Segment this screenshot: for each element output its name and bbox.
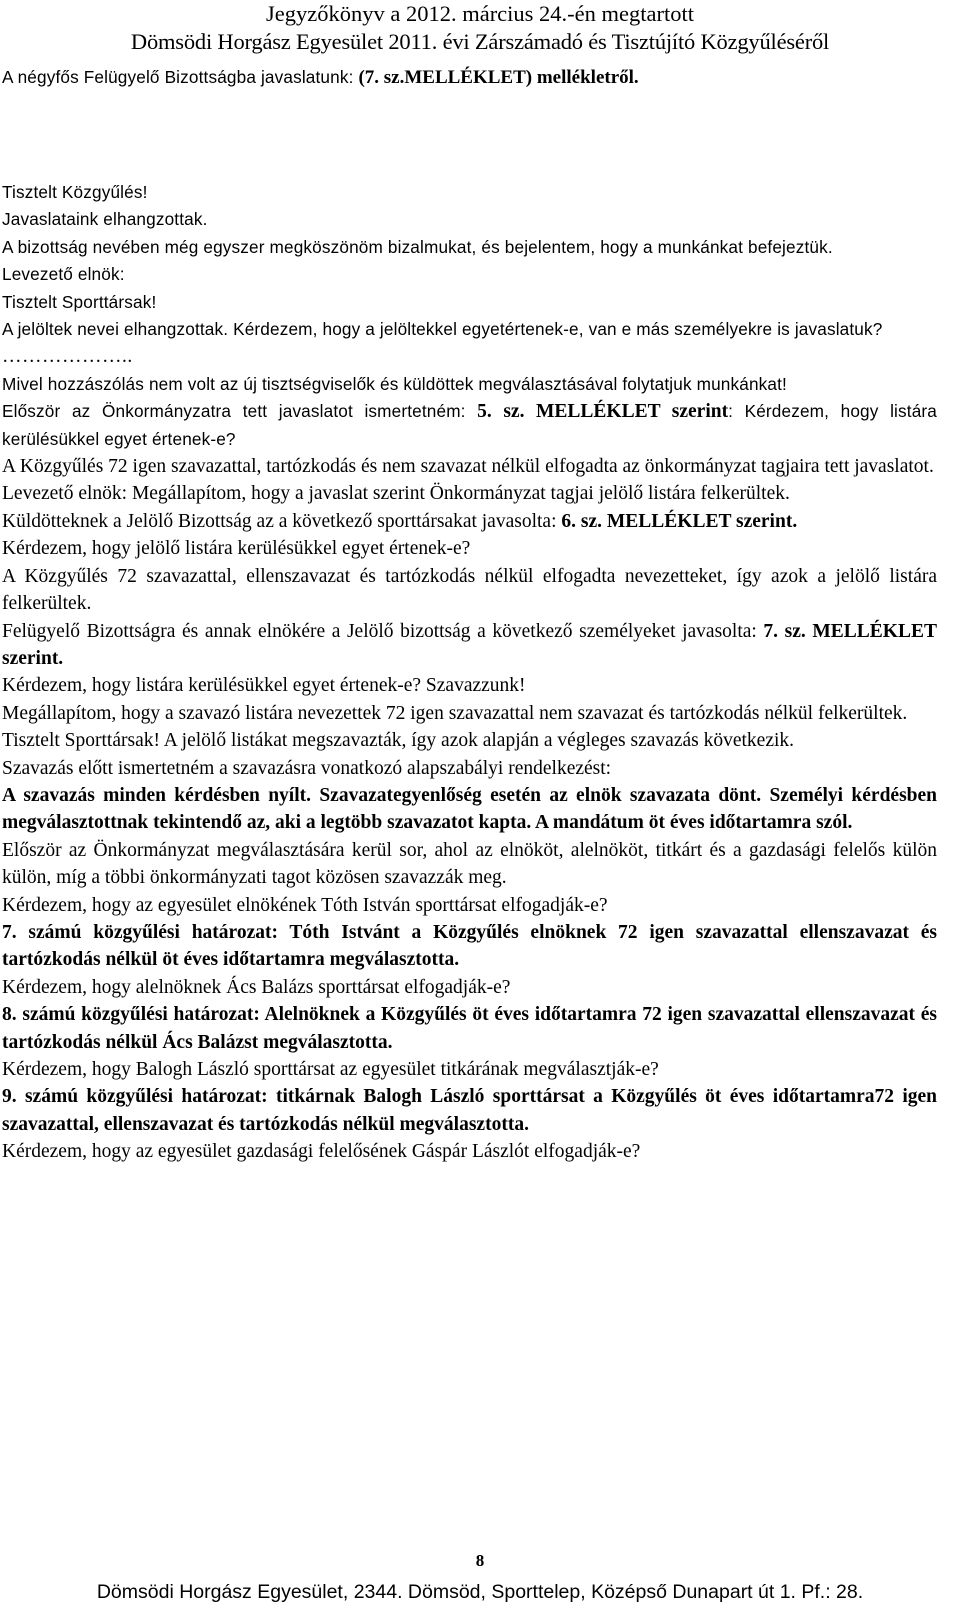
paragraph: A bizottság nevében még egyszer megköszönöm bizalmukat, és bejelentem, hogy a munkánkat befejeztük. [2, 236, 833, 257]
paragraph: Tisztelt Sporttársak! A jelölő listákat megszavazták, így azok alapján a végleges szavazás következik. [2, 730, 795, 752]
intro-line [2, 64, 932, 91]
paragraph: Tisztelt Közgyűlés! [2, 182, 148, 202]
paragraph: Kérdezem, hogy Balogh László sporttársat az egyesület titkárának megválasztják-e? [2, 1059, 659, 1080]
page-footer-address: Dömsödi Horgász Egyesület, 2344. Dömsöd, Sporttelep, Középső Dunapart út 1. Pf.: 28. [96, 1581, 864, 1603]
paragraph: Javaslataink elhangzottak. [2, 209, 208, 230]
document-body [2, 179, 937, 1166]
text-run-bold: 5. sz. MELLÉKLET szerint [477, 401, 729, 423]
text-run-bold: 7. sz. MELLÉKLET szerint. [2, 620, 937, 669]
paragraph [2, 508, 937, 535]
page-number: 8 [475, 1551, 485, 1570]
text-run: Küldötteknek a Jelölő Bizottság az a következő sporttársakat javasolta: [2, 510, 562, 532]
paragraph: Megállapítom, hogy a szavazó listára nevezettek 72 igen szavazattal nem szavazat és tartózkodás nélkül felkerültek. [2, 702, 908, 724]
paragraph: Először az Önkormányzat megválasztására kerül sor, ahol az elnököt, alelnököt, titkárt és a gazdasági felelős külön külön, míg a többi önkormányzati tagot közösen szavazzák meg. [2, 839, 937, 889]
paragraph [2, 398, 937, 453]
paragraph [2, 618, 937, 673]
text-run: Kérdezem, hogy a jelöltekkel egyetértenek-e, van e más személyekre is javaslatuk? [228, 319, 883, 340]
paragraph: A Közgyűlés 72 szavazattal, ellenszavazat és tartózkodás nélkül elfogadta nevezetteket, így azok a jelölő listára felkerültek. [2, 565, 937, 615]
text-run: Felügyelő Bizottságra és annak elnökére a Jelölő bizottság a következő személyeket javasolta: [2, 620, 764, 642]
header-title-line1: Jegyzőkönyv a 2012. március 24.-én megtartott [265, 1, 695, 26]
text-run-bold: 6. sz. MELLÉKLET szerint. [561, 510, 798, 532]
header-title-line2: Dömsödi Horgász Egyesület 2011. évi Zárszámadó és Tisztújító Közgyűléséről [130, 29, 830, 54]
resolution-9: 9. számú közgyűlési határozat: titkárnak Balogh László sporttársat a Közgyűlés öt éves időtartamra72 igen szavazattal, ellenszavazat és tartózkodás nélkül megválasztotta. [2, 1086, 937, 1135]
paragraph: Kérdezem, hogy az egyesület gazdasági felelősének Gáspár Lászlót elfogadják-e? [2, 1141, 641, 1163]
paragraph: Szavazás előtt ismertetném a szavazásra vonatkozó alapszabályi rendelkezést: [2, 757, 612, 779]
paragraph-bold: A szavazás minden kérdésben nyílt. Szavazategyenlőség esetén az elnök szavazata dönt. Személyi kérdésben megválasztottnak tekintendő az, aki a legtöbb szavazatot kapta. A mandátum öt éves időtartamra szól. [2, 784, 937, 834]
text-run: Először az Önkormányzatra tett javaslatot ismertetném: [2, 401, 478, 422]
text-run: : Kérdezem, hogy listára kerülésükkel egyet értenek-e? [2, 401, 937, 449]
intro-text: A négyfős Felügyelő Bizottságba javaslatunk: [2, 67, 359, 87]
intro-bold-ref: (7. sz.MELLÉKLET) mellékletről. [358, 67, 639, 88]
resolution-8: 8. számú közgyűlési határozat: Alelnöknek a Közgyűlés öt éves időtartamra 72 igen szavazattal ellenszavazat és tartózkodás nélkül Ács Balázst megválasztotta. [2, 1004, 937, 1053]
paragraph: Kérdezem, hogy alelnöknek Ács Balázs sporttársat elfogadják-e? [2, 976, 511, 998]
resolution-7: 7. számú közgyűlési határozat: Tóth Istvánt a Közgyűlés elnöknek 72 igen szavazattal ellenszavazat és tartózkodás nélkül öt éves időtartamra megválasztotta. [2, 921, 937, 971]
paragraph: Kérdezem, hogy jelölő listára kerülésükkel egyet értenek-e? [2, 538, 471, 560]
text-run: A jelöltek nevei elhangzottak. [2, 319, 229, 340]
paragraph: Mivel hozzászólás nem volt az új tisztségviselők és küldöttek megválasztásával folytatjuk munkánkat! [2, 373, 787, 394]
paragraph: Tisztelt Sporttársak! [2, 291, 157, 312]
paragraph: Kérdezem, hogy listára kerülésükkel egyet értenek-e? Szavazzunk! [2, 675, 526, 697]
paragraph: ……………….. [2, 346, 133, 368]
page-header [0, 0, 960, 56]
paragraph [2, 316, 937, 343]
paragraph: Levezető elnök: [2, 264, 125, 285]
paragraph: Kérdezem, hogy az egyesület elnökének Tóth István sporttársat elfogadják-e? [2, 894, 608, 916]
paragraph: A Közgyűlés 72 igen szavazattal, tartózkodás és nem szavazat nélkül elfogadta az önkormányzat tagjaira tett javaslatot. [2, 456, 934, 478]
paragraph: Levezető elnök: Megállapítom, hogy a javaslat szerint Önkormányzat tagjai jelölő listára felkerültek. [2, 483, 790, 505]
